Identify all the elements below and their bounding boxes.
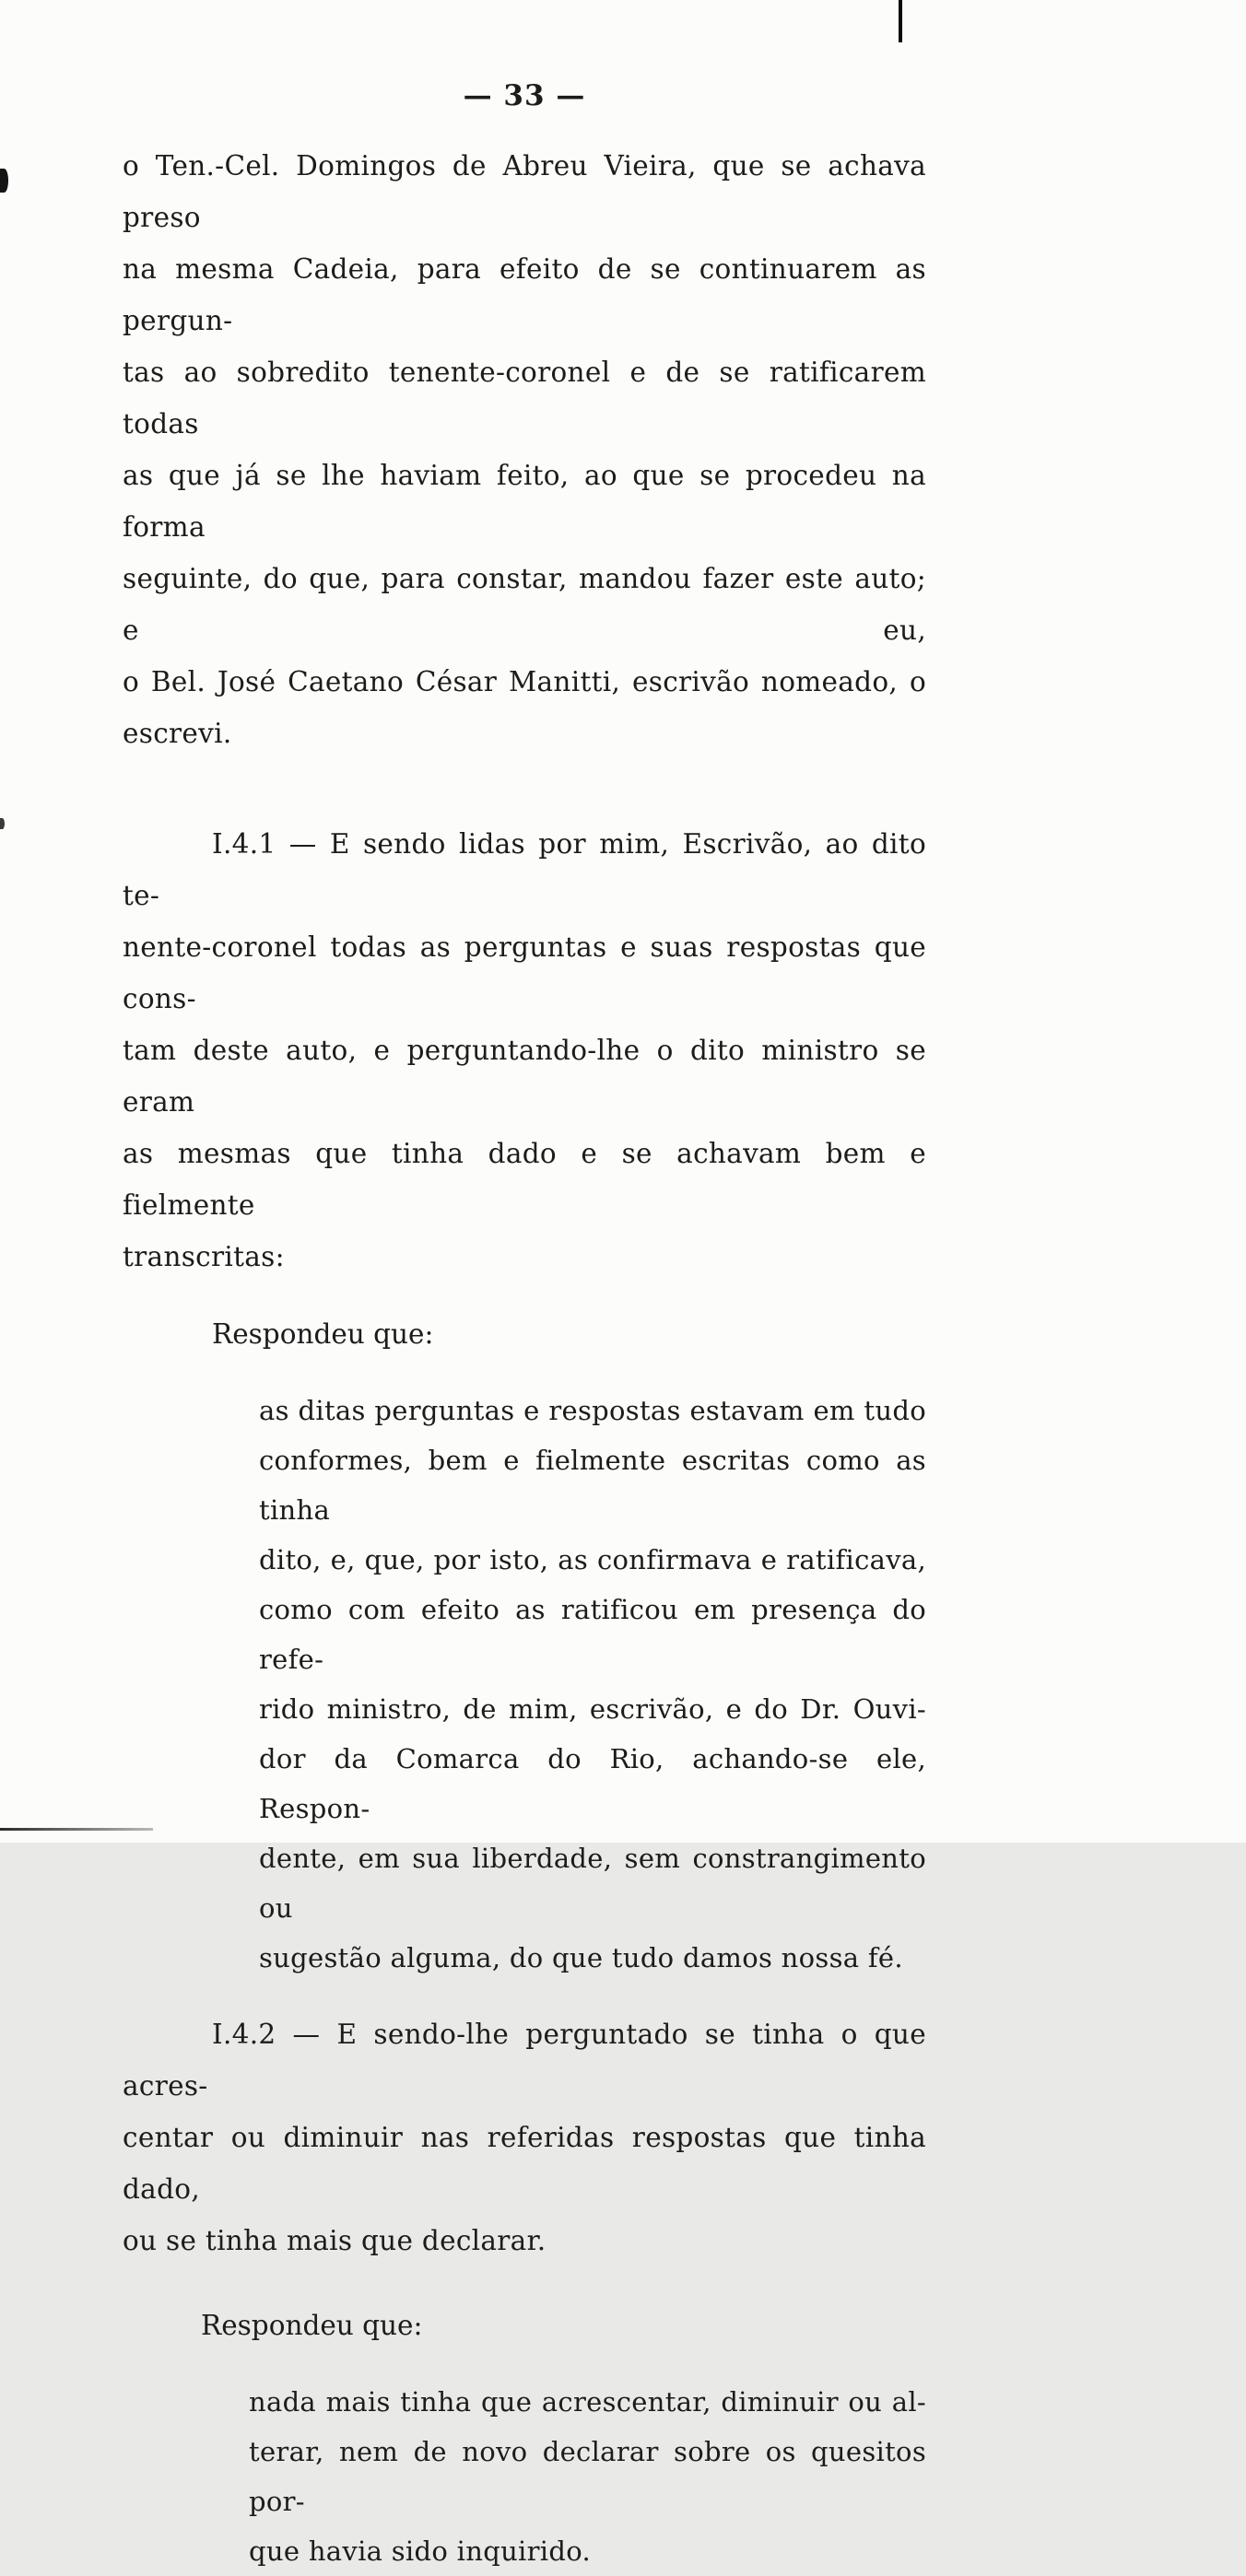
respondeu-label-2: Respondeu que:: [201, 2310, 423, 2341]
paragraph-intro: [123, 140, 926, 759]
text-line: I.4.2 — E sendo-lhe perguntado se tinha o que acres-: [123, 2019, 926, 2102]
text-line: I.4.1 — E sendo lidas por mim, Escrivão, ao dito te-: [123, 828, 926, 911]
text-line: nente-coronel todas as perguntas e suas respostas que cons-: [123, 931, 926, 1014]
text-line: dente, em sua liberdade, sem constrangimento ou: [259, 1843, 926, 1924]
text-column: [123, 0, 926, 2576]
text-line: centar ou diminuir nas referidas respostas que tinha dado,: [123, 2122, 926, 2205]
paragraph-section-1-4-2: [123, 2008, 926, 2266]
text-line: rido ministro, de mim, escrivão, e do Dr. Ouvi-: [259, 1693, 926, 1725]
quote-block-2: [249, 2377, 926, 2576]
text-line: sugestão alguma, do que tudo damos nossa fé.: [259, 1942, 903, 1973]
page-number: — 33 —: [463, 79, 586, 112]
text-line: conformes, bem e fielmente escritas como as tinha: [259, 1445, 926, 1526]
text-line: tam deste auto, e perguntando-lhe o dito ministro se eram: [123, 1035, 926, 1118]
scan-artifact-left-dot: [0, 818, 5, 829]
text-line: ou se tinha mais que declarar.: [123, 2225, 547, 2256]
text-line: transcritas:: [123, 1241, 285, 1272]
text-line: dito, e, que, por isto, as confirmava e ratificava,: [259, 1544, 926, 1575]
text-line: as que já se lhe haviam feito, ao que se procedeu na forma: [123, 460, 926, 543]
text-line: terar, nem de novo declarar sobre os quesitos por-: [249, 2436, 926, 2517]
paragraph-section-1-4-1: [123, 818, 926, 1282]
text-line: as ditas perguntas e respostas estavam em tudo: [259, 1395, 926, 1426]
text-line: as mesmas que tinha dado e se achavam bem e fielmente: [123, 1138, 926, 1221]
text-line: que havia sido inquirido.: [249, 2535, 591, 2567]
text-line: o Bel. José Caetano César Manitti, escrivão nomeado, o: [123, 666, 926, 697]
respondeu-label-1: Respondeu que:: [212, 1318, 434, 1350]
scan-artifact-left-mark: [0, 169, 8, 193]
text-line: na mesma Cadeia, para efeito de se continuarem as pergun-: [123, 253, 926, 336]
text-line: o Ten.-Cel. Domingos de Abreu Vieira, que se achava preso: [123, 150, 926, 233]
text-line: tas ao sobredito tenente-coronel e de se ratificarem todas: [123, 357, 926, 439]
text-line: seguinte, do que, para constar, mandou fazer este auto; e eu,: [123, 563, 926, 646]
quote-block-1: [259, 1386, 926, 1983]
text-line: dor da Comarca do Rio, achando-se ele, Respon-: [259, 1743, 926, 1824]
text-line: como com efeito as ratificou em presença do refe-: [259, 1594, 926, 1675]
text-line: nada mais tinha que acrescentar, diminuir ou al-: [249, 2386, 926, 2418]
text-line: escrevi.: [123, 718, 232, 749]
